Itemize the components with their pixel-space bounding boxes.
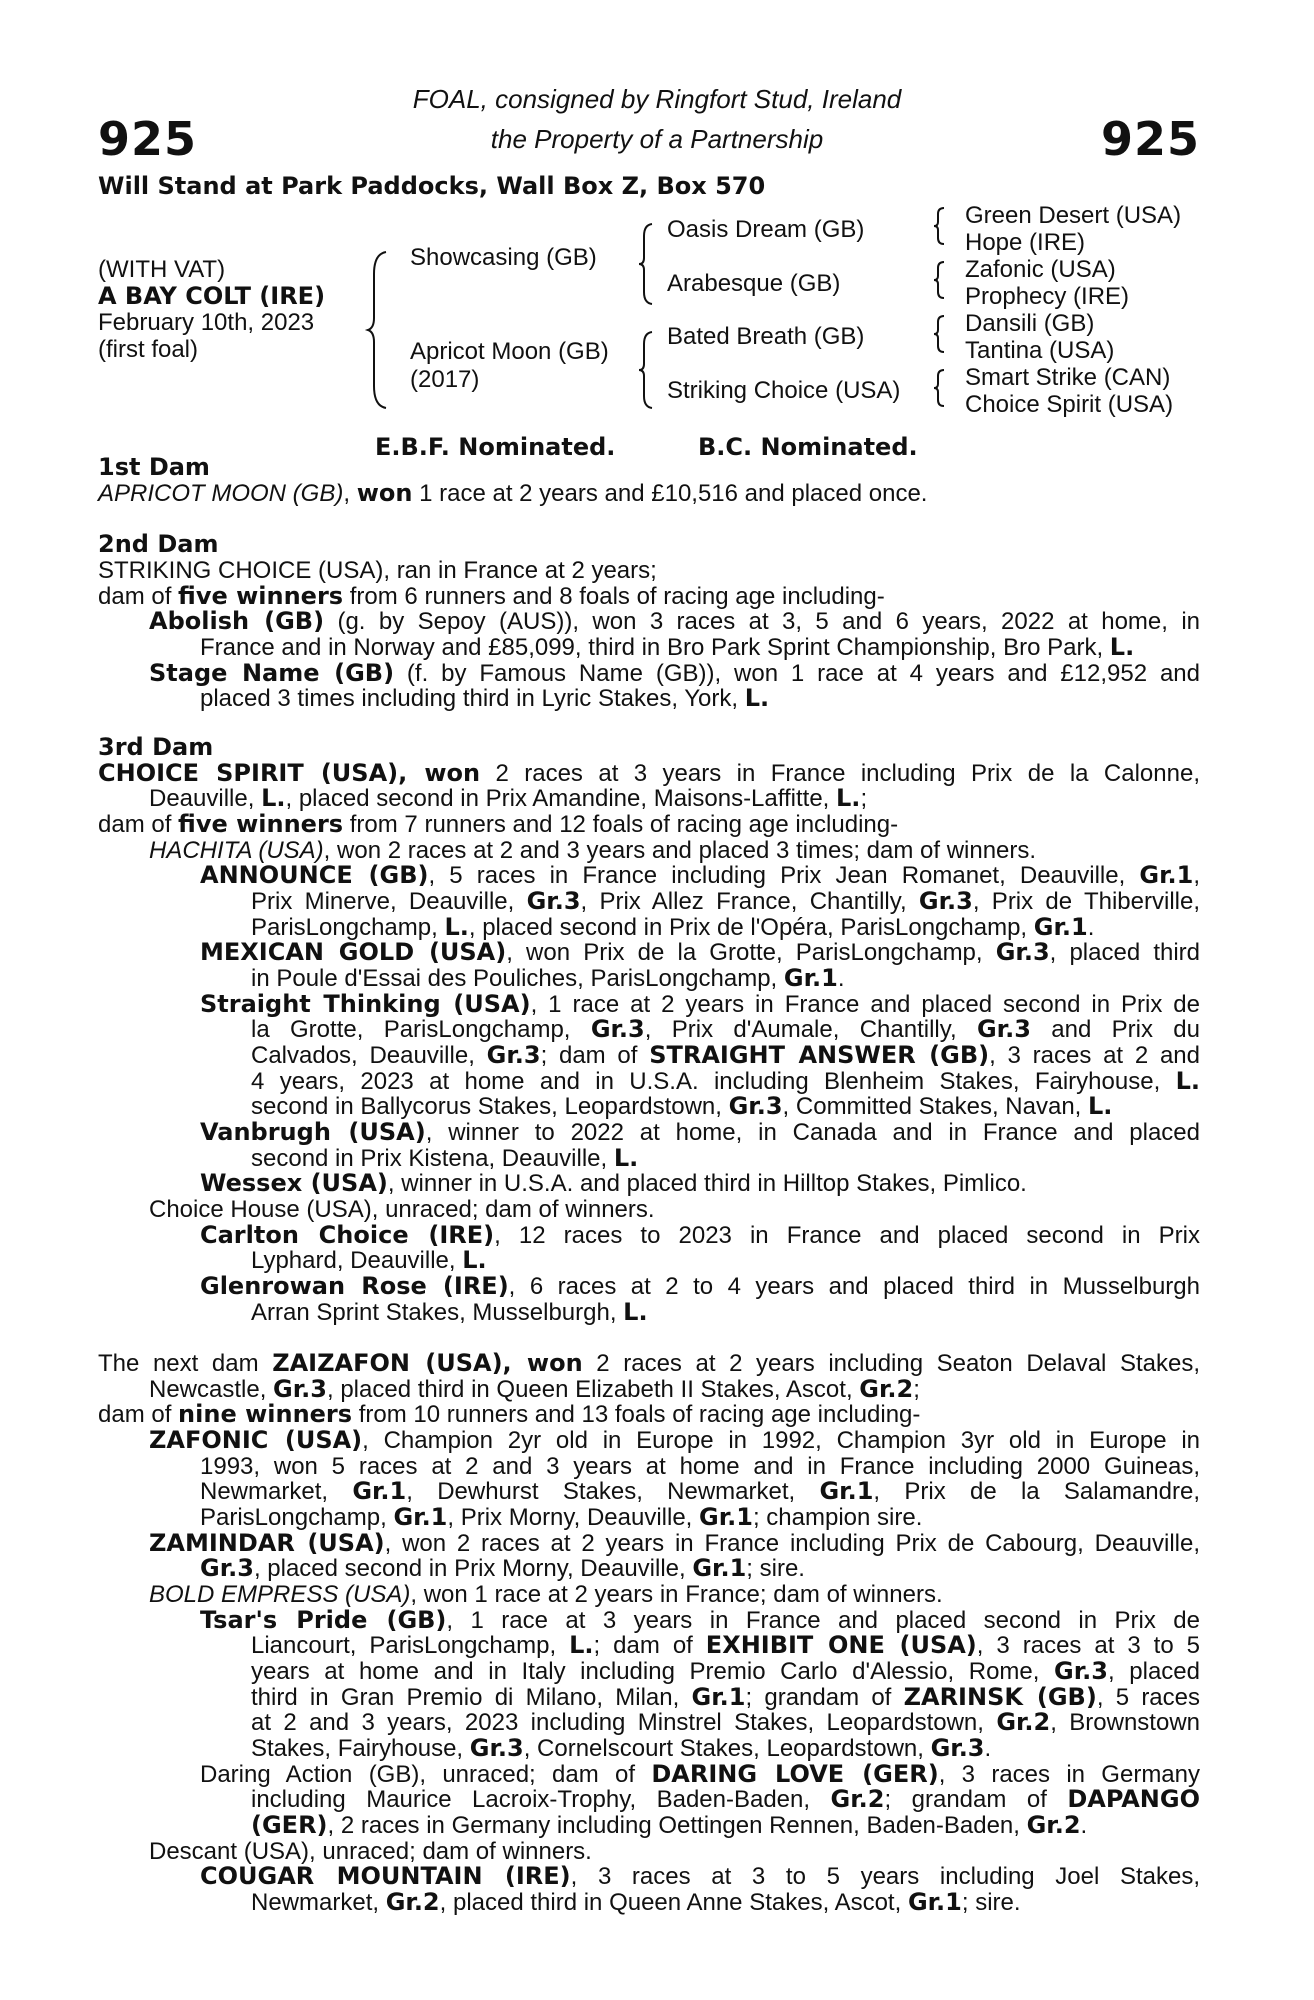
text: 1993, won 5 races at 2 and 3 years at home and in France including 2000 Guineas, <box>200 1452 1200 1480</box>
bold-text: Gr.3 <box>486 1041 541 1070</box>
bold-text: DAPANGO <box>1067 1785 1200 1814</box>
text: Lyphard, Deauville, <box>251 1247 463 1275</box>
text: Newmarket, <box>200 1478 353 1506</box>
text: , Brownstown <box>1050 1709 1200 1737</box>
text: Prix Minerve, Deauville, <box>251 888 527 916</box>
text: STRIKING CHOICE (USA), ran in France at 2 years; <box>98 557 657 585</box>
bold-text: Gr.1 <box>1033 912 1088 941</box>
dam-dam-name: Striking Choice (USA) <box>667 377 901 404</box>
text: and Prix du <box>1030 1016 1200 1044</box>
bold-text: (GER) <box>251 1810 328 1839</box>
body-line <box>149 1582 1200 1608</box>
body-line <box>251 1066 1200 1095</box>
body-line <box>251 1656 1200 1685</box>
bold-text: five winners <box>178 581 344 610</box>
text: . <box>837 965 845 993</box>
body-line <box>251 1682 1201 1711</box>
body-line <box>200 1556 1200 1582</box>
text: , won 1 race at 2 years in France; dam of winners. <box>410 1580 943 1608</box>
bold-text: Carlton Choice (IRE) <box>200 1220 495 1249</box>
bold-text: Gr.3 <box>728 1092 783 1121</box>
body-line <box>149 1839 1200 1865</box>
bold-text: Gr.1 <box>783 964 838 993</box>
body-line <box>98 455 1200 481</box>
bold-text: Gr.3 <box>976 1015 1031 1044</box>
bold-text: L. <box>836 784 861 813</box>
body-line <box>149 658 1201 687</box>
grand-ancestor-8: Choice Spirit (USA) <box>965 391 1174 418</box>
text: , Committed Stakes, Navan, <box>782 1093 1088 1121</box>
foaling-date: February 10th, 2023 <box>98 309 315 336</box>
lot-number-left: 925 <box>98 112 198 166</box>
text: , winner to 2022 at home, in Canada and in France and placed <box>425 1119 1200 1147</box>
text: dam of <box>98 1401 179 1429</box>
bold-text: Glenrowan Rose (IRE) <box>200 1272 509 1301</box>
bold-text: Wessex (USA) <box>200 1169 388 1198</box>
bold-text: L. <box>744 684 770 713</box>
grand-ancestor-5: Dansili (GB) <box>965 310 1095 337</box>
text: ; sire. <box>961 1888 1021 1916</box>
body-line <box>149 1197 1200 1223</box>
dam-year: (2017) <box>410 366 480 393</box>
text: la Grotte, ParisLongchamp, <box>251 1016 591 1044</box>
body-line <box>200 1454 1200 1480</box>
text: , Prix Allez France, Chantilly, <box>580 888 919 916</box>
bold-text: Gr.1 <box>692 1554 747 1583</box>
grand-ancestor-6: Tantina (USA) <box>965 337 1115 364</box>
italic-text: APRICOT MOON (GB) <box>98 480 344 508</box>
bold-text: Gr.2 <box>859 1374 914 1403</box>
text: , 3 races at 2 and <box>989 1042 1200 1070</box>
foal-note: (first foal) <box>98 336 199 363</box>
ebf-nomination: E.B.F. Nominated. <box>375 433 616 461</box>
text: from 10 runners and 13 foals of racing age including- <box>352 1401 921 1429</box>
horse-name: A BAY COLT (IRE) <box>98 282 326 310</box>
bold-text: Abolish (GB) <box>149 607 325 636</box>
text: , Prix de la Salamandre, <box>873 1478 1200 1506</box>
text: , Champion 2yr old in Europe in 1992, Champion 3yr old in Europe in <box>362 1426 1200 1454</box>
text: , <box>1193 862 1201 890</box>
text: , placed second in Prix Morny, Deauville, <box>253 1555 693 1583</box>
bold-text: 1st Dam <box>98 453 210 482</box>
bold-text: Straight Thinking (USA) <box>200 989 531 1018</box>
bold-text: Gr.1 <box>699 1502 753 1531</box>
bold-text: ZARINSK (GB) <box>903 1682 1097 1711</box>
text: including Maurice Lacroix-Trophy, Baden-Baden, <box>251 1786 831 1814</box>
text: in Poule d'Essai des Pouliches, ParisLongchamp, <box>251 965 784 993</box>
owner-line: the Property of a Partnership <box>490 124 824 154</box>
body-line <box>98 532 1200 558</box>
body-line <box>251 1017 1200 1043</box>
body-line <box>149 786 1200 812</box>
text: (g. by Sepoy (AUS)), won 3 races at 3, 5 and 6 years, 2022 at home, in <box>324 608 1200 636</box>
bold-text: DARING LOVE (GER) <box>651 1759 939 1788</box>
text: ; dam of <box>540 1042 650 1070</box>
text: , <box>343 480 357 508</box>
text: 1 race at 2 years and £10,516 and placed once. <box>412 480 928 508</box>
bold-text: 3rd Dam <box>98 733 214 762</box>
body-line <box>200 1864 1200 1890</box>
body-line <box>200 1759 1201 1788</box>
body-line <box>251 889 1200 915</box>
bold-text: ANNOUNCE (GB) <box>200 861 429 890</box>
body-line <box>251 1297 1200 1326</box>
body-line <box>200 989 1200 1018</box>
bold-text: L. <box>1088 1092 1113 1121</box>
body-line <box>200 940 1200 966</box>
body-line <box>98 1348 1201 1377</box>
text: ; <box>913 1375 920 1403</box>
text: , placed third in Queen Anne Stakes, Ascot, <box>439 1888 908 1916</box>
bold-text: L. <box>261 784 286 813</box>
body-line <box>200 686 1200 712</box>
body-line <box>200 1120 1200 1146</box>
body-line <box>98 758 1200 787</box>
sire-sire-name: Oasis Dream (GB) <box>667 216 865 243</box>
body-line <box>200 1605 1200 1634</box>
text: The next dam <box>98 1349 273 1377</box>
text: 4 years, 2023 at home and in U.S.A. including Blenheim Stakes, Fairyhouse, <box>251 1067 1176 1095</box>
body-line <box>149 1425 1200 1454</box>
bold-text: Gr.1 <box>393 1502 448 1531</box>
text: Stakes, Fairyhouse, <box>251 1734 470 1762</box>
consignor-line: FOAL, consigned by Ringfort Stud, Ireland <box>412 84 902 114</box>
text: , 5 races <box>1096 1683 1201 1711</box>
bold-text: Gr.3 <box>273 1374 327 1403</box>
pedigree-bracket-g78 <box>934 368 948 408</box>
bold-text: Gr.2 <box>1026 1810 1081 1839</box>
text: , Prix d'Aumale, Chantilly, <box>644 1016 977 1044</box>
bold-text: Vanbrugh (USA) <box>200 1118 426 1147</box>
body-line <box>251 1143 1200 1172</box>
text: dam of <box>98 811 179 839</box>
bold-text: STRAIGHT ANSWER (GB) <box>649 1041 990 1070</box>
text: , 1 race at 3 years in France and placed second in Prix de <box>446 1606 1200 1634</box>
text: Choice House (USA), unraced; dam of winners. <box>149 1196 655 1224</box>
text: , 12 races to 2023 in France and placed second in Prix <box>494 1221 1200 1249</box>
body-line <box>200 1502 1200 1531</box>
text: . <box>1080 1811 1088 1839</box>
text: 2 races at 3 years in France including Prix de la Calonne, <box>480 759 1200 787</box>
bold-text: Gr.3 <box>995 938 1050 967</box>
text: , 3 races at 3 to 5 years including Joel Stakes, <box>570 1863 1200 1891</box>
body-line <box>200 1479 1200 1505</box>
text: second in Prix Kistena, Deauville, <box>251 1144 614 1172</box>
text: Calvados, Deauville, <box>251 1042 487 1070</box>
text: from 6 runners and 8 foals of racing age including- <box>343 582 885 610</box>
bold-text: MEXICAN GOLD (USA) <box>200 938 507 967</box>
text: second in Ballycorus Stakes, Leopardstown, <box>251 1093 729 1121</box>
text: ; champion sire. <box>752 1503 923 1531</box>
bold-text: Gr.3 <box>930 1733 985 1762</box>
text: Newmarket, <box>251 1888 386 1916</box>
body-line <box>98 581 1200 610</box>
bold-text: 2nd Dam <box>98 530 219 559</box>
text: , winner in U.S.A. and placed third in Hilltop Stakes, Pimlico. <box>387 1170 1027 1198</box>
text: third in Gran Premio di Milano, Milan, <box>251 1683 692 1711</box>
bold-text: L. <box>569 1631 594 1660</box>
bold-text: L. <box>462 1246 487 1275</box>
bold-text: ZAIZAFON (USA), won <box>272 1348 583 1377</box>
body-line <box>149 1528 1200 1557</box>
bold-text: Gr.3 <box>200 1554 254 1583</box>
sire-name: Showcasing (GB) <box>410 244 597 271</box>
text: from 7 runners and 12 foals of racing age including- <box>343 811 899 839</box>
body-line <box>149 838 1200 864</box>
dam-sire-name: Bated Breath (GB) <box>667 323 865 350</box>
grand-ancestor-2: Hope (IRE) <box>965 229 1086 256</box>
bold-text: COUGAR MOUNTAIN (IRE) <box>200 1862 571 1891</box>
bold-text: Gr.2 <box>830 1785 885 1814</box>
bold-text: Gr.2 <box>385 1887 440 1916</box>
body-line <box>98 481 1200 507</box>
body-line <box>200 863 1200 889</box>
body-line <box>251 1248 1200 1274</box>
text: 2 races at 2 years including Seaton Delaval Stakes, <box>582 1349 1201 1377</box>
text: , 3 races in Germany <box>938 1760 1201 1788</box>
body-line <box>251 1810 1200 1839</box>
body-line <box>251 1043 1200 1069</box>
bold-text: five winners <box>178 810 344 839</box>
text: ; sire. <box>746 1555 805 1583</box>
body-line <box>149 609 1200 635</box>
body-line <box>98 735 1200 761</box>
text: dam of <box>98 582 179 610</box>
body-line <box>149 1374 1200 1403</box>
text: ParisLongchamp, <box>251 913 445 941</box>
bold-text: Gr.1 <box>352 1477 407 1506</box>
bold-text: CHOICE SPIRIT (USA), won <box>98 758 481 787</box>
text: Descant (USA), unraced; dam of winners. <box>149 1837 592 1865</box>
bold-text: Gr.3 <box>469 1733 524 1762</box>
grand-ancestor-4: Prophecy (IRE) <box>965 283 1130 310</box>
text: . <box>984 1734 992 1762</box>
text: , Prix Morny, Deauville, <box>447 1503 700 1531</box>
text: Liancourt, ParisLongchamp, <box>251 1632 570 1660</box>
text: , won 2 races at 2 and 3 years and placed 3 times; dam of winners. <box>323 836 1037 864</box>
body-line <box>251 1633 1200 1659</box>
body-line <box>251 966 1200 992</box>
body-line <box>200 1220 1200 1249</box>
text: ; dam of <box>593 1632 706 1660</box>
bold-text: L. <box>613 1143 639 1172</box>
text: , Dewhurst Stakes, Newmarket, <box>406 1478 820 1506</box>
bold-text: Gr.3 <box>918 887 973 916</box>
text: ParisLongchamp, <box>200 1503 394 1531</box>
bold-text: L. <box>444 912 469 941</box>
italic-text: BOLD EMPRESS (USA) <box>149 1580 411 1608</box>
body-line <box>200 1274 1200 1300</box>
text: Deauville, <box>149 785 262 813</box>
text: (f. by Famous Name (GB)), won 1 race at 4 years and £12,952 and <box>394 659 1201 687</box>
bold-text: EXHIBIT ONE (USA) <box>705 1631 977 1660</box>
text: , 1 race at 2 years in France and placed second in Prix de <box>530 990 1200 1018</box>
text: , won Prix de la Grotte, ParisLongchamp, <box>506 939 996 967</box>
body-line <box>251 1094 1200 1120</box>
body-line <box>251 1887 1200 1916</box>
text: ; grandam of <box>884 1786 1068 1814</box>
body-line <box>98 1402 1200 1428</box>
bold-text: Gr.1 <box>819 1477 874 1506</box>
grand-ancestor-1: Green Desert (USA) <box>965 202 1182 229</box>
bold-text: L. <box>1175 1066 1200 1095</box>
bold-text: Gr.3 <box>1054 1656 1108 1685</box>
text: years at home and in Italy including Premio Carlo d'Alessio, Rome, <box>251 1657 1055 1685</box>
text: , placed second in Prix Amandine, Maisons-Laffitte, <box>285 785 837 813</box>
bold-text: Gr.3 <box>526 887 581 916</box>
pedigree-bracket-g34 <box>934 260 948 300</box>
lot-number-right: 925 <box>1100 112 1200 166</box>
text: , Cornelscourt Stakes, Leopardstown, <box>523 1734 931 1762</box>
bold-text: Tsar's Pride (GB) <box>200 1605 447 1634</box>
text: , 3 races at 3 to 5 <box>976 1632 1200 1660</box>
bold-text: Gr.1 <box>691 1682 746 1711</box>
sire-dam-name: Arabesque (GB) <box>667 270 841 297</box>
bold-text: L. <box>1109 633 1135 662</box>
pedigree-bracket-dam <box>640 330 656 410</box>
stand-location: Will Stand at Park Paddocks, Wall Box Z, Box 570 <box>98 172 766 200</box>
text: France and in Norway and £85,099, third in Bro Park Sprint Championship, Bro Park, <box>200 634 1110 662</box>
text: placed 3 times including third in Lyric Stakes, York, <box>200 685 745 713</box>
body-line <box>251 1733 1200 1762</box>
text: ; grandam of <box>745 1683 904 1711</box>
bold-text: ZAFONIC (USA) <box>149 1425 363 1454</box>
bold-text: Stage Name (GB) <box>149 658 395 687</box>
body-line <box>200 635 1200 661</box>
text: , won 2 races at 2 years in France including Prix de Cabourg, Deauville, <box>384 1529 1200 1557</box>
body-line <box>200 1171 1200 1197</box>
pedigree-bracket-sire <box>640 222 656 306</box>
text: , placed <box>1107 1657 1200 1685</box>
text: , placed third in Queen Elizabeth II Stakes, Ascot, <box>326 1375 860 1403</box>
text: , 2 races in Germany including Oettingen Rennen, Baden-Baden, <box>327 1811 1027 1839</box>
italic-text: HACHITA (USA) <box>149 836 324 864</box>
body-line <box>98 558 1200 584</box>
text: at 2 and 3 years, 2023 including Minstrel Stakes, Leopardstown, <box>251 1709 997 1737</box>
bold-text: L. <box>623 1297 648 1326</box>
bold-text: Gr.2 <box>996 1708 1051 1737</box>
text: , 5 races in France including Prix Jean Romanet, Deauville, <box>428 862 1140 890</box>
pedigree-bracket-g56 <box>934 314 948 354</box>
bold-text: Gr.1 <box>907 1887 962 1916</box>
vat-note: (WITH VAT) <box>98 256 226 283</box>
grand-ancestor-7: Smart Strike (CAN) <box>965 364 1171 391</box>
text: . <box>1087 913 1095 941</box>
text: Daring Action (GB), unraced; dam of <box>200 1760 652 1788</box>
dam-name: Apricot Moon (GB) <box>410 338 609 365</box>
text: , placed third <box>1049 939 1201 967</box>
text: Arran Sprint Stakes, Musselburgh, <box>251 1298 624 1326</box>
body-line <box>98 812 1200 838</box>
body-line <box>251 1787 1200 1813</box>
bold-text: Gr.3 <box>590 1015 645 1044</box>
bold-text: Gr.1 <box>1139 861 1194 890</box>
text: , placed second in Prix de l'Opéra, ParisLongchamp, <box>468 913 1034 941</box>
pedigree-bracket-g12 <box>934 206 948 246</box>
text: Newcastle, <box>149 1375 274 1403</box>
bc-nomination: B.C. Nominated. <box>698 433 918 461</box>
text: ; <box>860 785 868 813</box>
text: , Prix de Thiberville, <box>972 888 1201 916</box>
body-line <box>251 1710 1200 1736</box>
grand-ancestor-3: Zafonic (USA) <box>965 256 1116 283</box>
bold-text: ZAMINDAR (USA) <box>149 1528 385 1557</box>
text: , 6 races at 2 to 4 years and placed third in Musselburgh <box>508 1273 1200 1301</box>
bold-text: won <box>356 479 413 508</box>
bold-text: nine winners <box>178 1400 353 1429</box>
pedigree-bracket-main <box>370 250 390 410</box>
body-line <box>251 912 1200 941</box>
